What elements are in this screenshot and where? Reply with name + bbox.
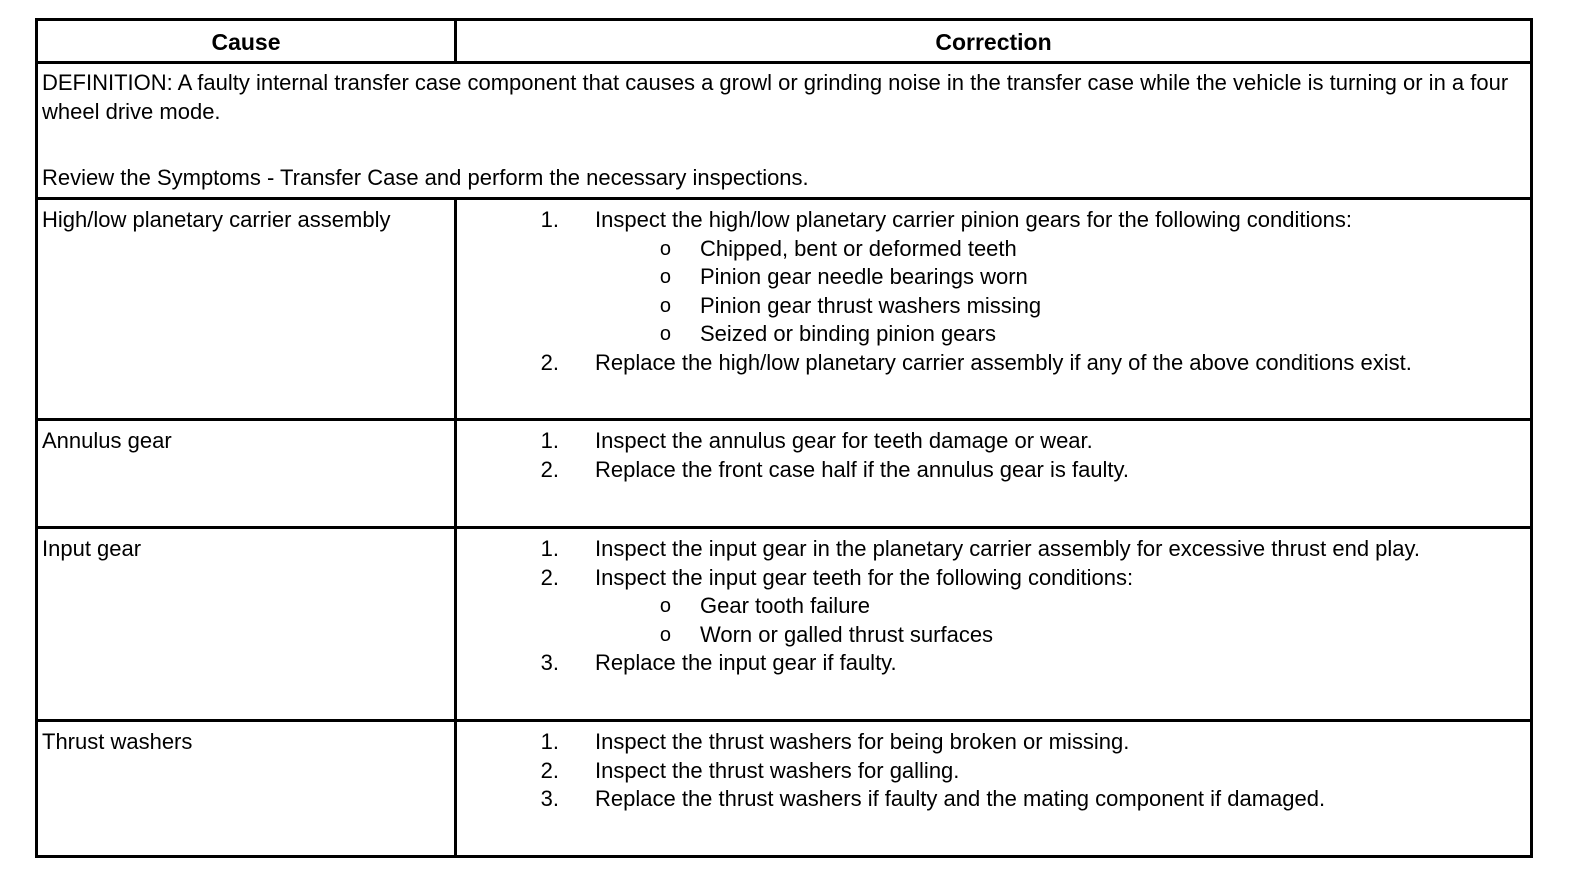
diagnosis-table (35, 18, 1533, 858)
step-number: 1. (540, 207, 559, 232)
step (493, 649, 1420, 678)
step-number: 1. (540, 729, 559, 754)
step (493, 535, 1420, 564)
step-number: 1. (540, 428, 559, 453)
sub-item: o Seized or binding pinion gears (659, 321, 996, 346)
step-number: 2. (540, 349, 559, 375)
step-text: Replace the input gear if faulty. (595, 650, 897, 675)
step (493, 427, 1129, 456)
step-text: Inspect the thrust washers for galling. (595, 757, 960, 783)
cause-cell: Input gear (42, 536, 142, 561)
step-number: 3. (540, 786, 559, 811)
correction-cell (493, 535, 1420, 678)
divider (38, 197, 1530, 200)
step-text: Inspect the annulus gear for teeth damage or wear. (595, 428, 1093, 453)
column-divider (454, 197, 457, 855)
step (493, 564, 1420, 593)
definition-text: DEFINITION: A faulty internal transfer case component that causes a growl or grinding noise in the transfer case while the vehicle is turning or in a four wheel drive mode. (42, 70, 1509, 124)
correction-cell (493, 728, 1325, 814)
divider (38, 719, 1530, 722)
step-number: 2. (540, 456, 559, 482)
step-number: 2. (540, 757, 559, 783)
column-divider (454, 21, 457, 64)
step-number: 3. (540, 650, 559, 675)
step-text: Inspect the high/low planetary carrier pinion gears for the following conditions: (595, 207, 1352, 232)
correction-cell (493, 427, 1129, 484)
step (493, 206, 1412, 235)
step-text: Inspect the input gear teeth for the following conditions: (595, 564, 1134, 590)
divider (38, 418, 1530, 421)
sub-item: o Pinion gear needle bearings worn (659, 264, 1028, 289)
step-text: Replace the thrust washers if faulty and the mating component if damaged. (595, 786, 1326, 811)
step (493, 757, 1325, 786)
step (493, 349, 1412, 378)
cause-cell: High/low planetary carrier assembly (42, 207, 391, 232)
sub-item: o Chipped, bent or deformed teeth (659, 235, 1017, 261)
divider (38, 526, 1530, 529)
cause-cell: Thrust washers (42, 729, 193, 754)
correction-cell (493, 206, 1412, 377)
step (493, 785, 1325, 814)
sub-item: o Pinion gear thrust washers missing (659, 292, 1042, 318)
definition-cell (42, 69, 1522, 193)
definition-review-text: Review the Symptoms - Transfer Case and perform the necessary inspections. (42, 165, 809, 190)
step-text: Replace the front case half if the annulus gear is faulty. (595, 456, 1130, 482)
step-text: Replace the high/low planetary carrier assembly if any of the above conditions exist. (595, 349, 1412, 375)
step-number: 2. (540, 564, 559, 590)
sub-item: o Worn or galled thrust surfaces (659, 621, 994, 647)
header-cause: Cause (211, 29, 281, 55)
step-text: Inspect the input gear in the planetary carrier assembly for excessive thrust end play. (595, 536, 1421, 561)
divider (38, 61, 1530, 64)
step (493, 728, 1325, 757)
step-number: 1. (540, 536, 559, 561)
sub-item: o Gear tooth failure (659, 593, 870, 618)
step-text: Inspect the thrust washers for being broken or missing. (595, 729, 1130, 754)
header-correction: Correction (935, 29, 1052, 55)
cause-cell: Annulus gear (42, 428, 172, 453)
step (493, 456, 1129, 485)
